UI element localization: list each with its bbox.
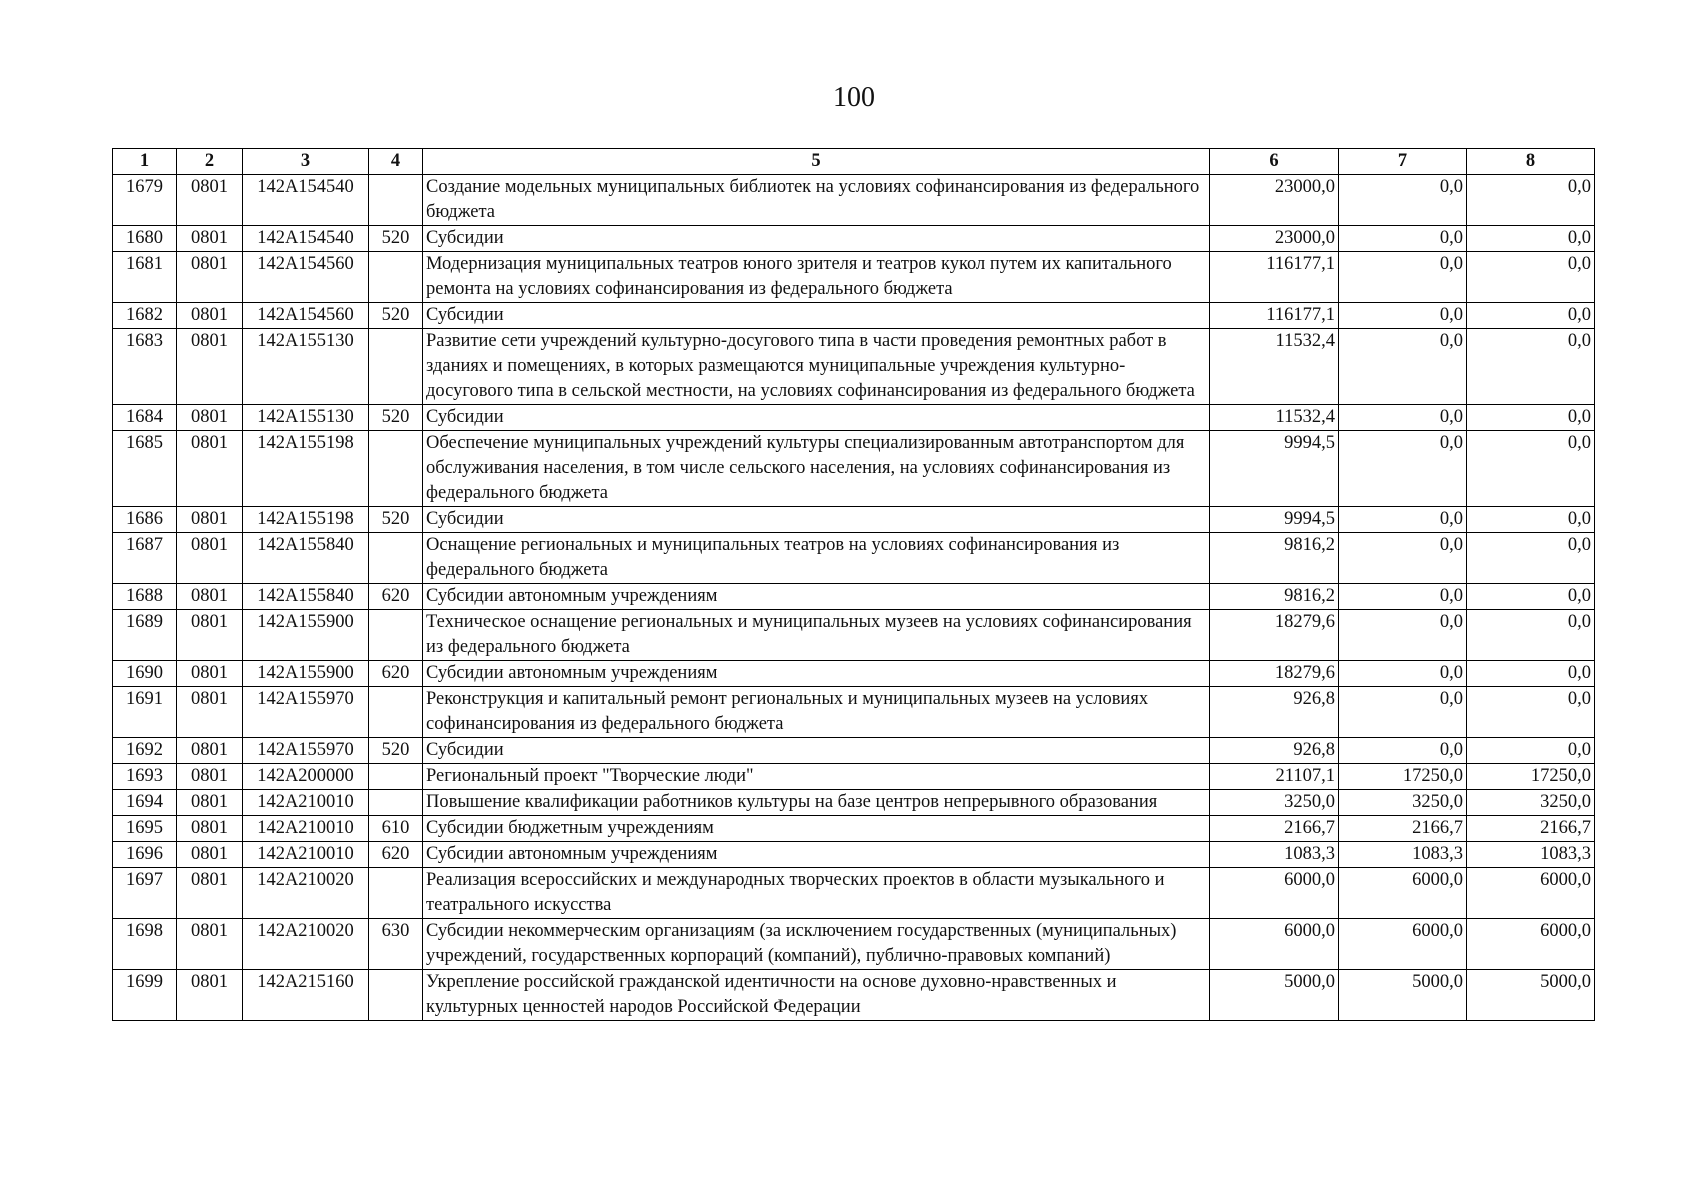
section-code: 0801 bbox=[177, 226, 243, 252]
target-code: 142A155840 bbox=[243, 584, 369, 610]
table-row bbox=[113, 431, 1595, 507]
row-number: 1680 bbox=[113, 226, 177, 252]
table-row bbox=[113, 790, 1595, 816]
description: Субсидии автономным учреждениям bbox=[423, 842, 1210, 868]
table-row bbox=[113, 738, 1595, 764]
table-row bbox=[113, 303, 1595, 329]
target-code: 142A154540 bbox=[243, 226, 369, 252]
description: Развитие сети учреждений культурно-досугового типа в части проведения ремонтных работ в зданиях и помещениях, в которых размещаются муниципальные учреждения культурно-досугового типа в сельской местности, на условиях софинансирования из федерального бюджета bbox=[423, 329, 1210, 405]
row-number: 1693 bbox=[113, 764, 177, 790]
row-number: 1683 bbox=[113, 329, 177, 405]
amount-col7: 0,0 bbox=[1339, 405, 1467, 431]
table-row bbox=[113, 226, 1595, 252]
row-number: 1697 bbox=[113, 868, 177, 919]
column-header: 3 bbox=[243, 149, 369, 175]
row-number: 1691 bbox=[113, 687, 177, 738]
target-code: 142A155198 bbox=[243, 431, 369, 507]
amount-col8: 5000,0 bbox=[1467, 970, 1595, 1021]
row-number: 1685 bbox=[113, 431, 177, 507]
amount-col8: 0,0 bbox=[1467, 507, 1595, 533]
amount-col8: 0,0 bbox=[1467, 431, 1595, 507]
target-code: 142A210020 bbox=[243, 868, 369, 919]
section-code: 0801 bbox=[177, 816, 243, 842]
amount-col8: 3250,0 bbox=[1467, 790, 1595, 816]
amount-col6: 2166,7 bbox=[1210, 816, 1339, 842]
expense-type: 610 bbox=[369, 816, 423, 842]
expense-type bbox=[369, 868, 423, 919]
target-code: 142A155970 bbox=[243, 687, 369, 738]
expense-type bbox=[369, 687, 423, 738]
amount-col7: 1083,3 bbox=[1339, 842, 1467, 868]
amount-col7: 0,0 bbox=[1339, 303, 1467, 329]
expense-type: 620 bbox=[369, 661, 423, 687]
row-number: 1695 bbox=[113, 816, 177, 842]
row-number: 1684 bbox=[113, 405, 177, 431]
description: Укрепление российской гражданской идентичности на основе духовно-нравственных и культурных ценностей народов Российской Федерации bbox=[423, 970, 1210, 1021]
section-code: 0801 bbox=[177, 303, 243, 329]
amount-col8: 0,0 bbox=[1467, 226, 1595, 252]
section-code: 0801 bbox=[177, 405, 243, 431]
expense-type bbox=[369, 329, 423, 405]
row-number: 1690 bbox=[113, 661, 177, 687]
amount-col8: 0,0 bbox=[1467, 252, 1595, 303]
expense-type: 620 bbox=[369, 584, 423, 610]
expense-type bbox=[369, 970, 423, 1021]
amount-col7: 0,0 bbox=[1339, 610, 1467, 661]
column-header: 5 bbox=[423, 149, 1210, 175]
amount-col6: 11532,4 bbox=[1210, 329, 1339, 405]
row-number: 1682 bbox=[113, 303, 177, 329]
amount-col7: 3250,0 bbox=[1339, 790, 1467, 816]
section-code: 0801 bbox=[177, 790, 243, 816]
expense-type: 520 bbox=[369, 226, 423, 252]
description: Региональный проект "Творческие люди" bbox=[423, 764, 1210, 790]
description: Субсидии bbox=[423, 303, 1210, 329]
amount-col8: 1083,3 bbox=[1467, 842, 1595, 868]
expense-type bbox=[369, 533, 423, 584]
section-code: 0801 bbox=[177, 507, 243, 533]
column-header: 7 bbox=[1339, 149, 1467, 175]
target-code: 142A155970 bbox=[243, 738, 369, 764]
table-row bbox=[113, 329, 1595, 405]
amount-col6: 21107,1 bbox=[1210, 764, 1339, 790]
description: Техническое оснащение региональных и муниципальных музеев на условиях софинансирования из федерального бюджета bbox=[423, 610, 1210, 661]
expense-type bbox=[369, 764, 423, 790]
table-row bbox=[113, 816, 1595, 842]
description: Субсидии bbox=[423, 738, 1210, 764]
expense-type bbox=[369, 252, 423, 303]
amount-col6: 926,8 bbox=[1210, 687, 1339, 738]
amount-col7: 5000,0 bbox=[1339, 970, 1467, 1021]
target-code: 142A155130 bbox=[243, 329, 369, 405]
table-row bbox=[113, 405, 1595, 431]
amount-col7: 0,0 bbox=[1339, 507, 1467, 533]
amount-col6: 116177,1 bbox=[1210, 252, 1339, 303]
target-code: 142A210010 bbox=[243, 790, 369, 816]
table-row bbox=[113, 507, 1595, 533]
description: Субсидии bbox=[423, 507, 1210, 533]
amount-col6: 9994,5 bbox=[1210, 431, 1339, 507]
amount-col6: 11532,4 bbox=[1210, 405, 1339, 431]
amount-col6: 6000,0 bbox=[1210, 868, 1339, 919]
target-code: 142A210010 bbox=[243, 816, 369, 842]
row-number: 1692 bbox=[113, 738, 177, 764]
target-code: 142A154540 bbox=[243, 175, 369, 226]
table-row bbox=[113, 661, 1595, 687]
table-row bbox=[113, 970, 1595, 1021]
row-number: 1689 bbox=[113, 610, 177, 661]
amount-col8: 0,0 bbox=[1467, 584, 1595, 610]
description: Создание модельных муниципальных библиотек на условиях софинансирования из федерального бюджета bbox=[423, 175, 1210, 226]
table-row bbox=[113, 533, 1595, 584]
page-number: 100 bbox=[833, 82, 875, 113]
amount-col7: 0,0 bbox=[1339, 584, 1467, 610]
section-code: 0801 bbox=[177, 175, 243, 226]
column-header: 1 bbox=[113, 149, 177, 175]
amount-col8: 0,0 bbox=[1467, 687, 1595, 738]
description: Субсидии bbox=[423, 226, 1210, 252]
row-number: 1696 bbox=[113, 842, 177, 868]
description: Модернизация муниципальных театров юного зрителя и театров кукол путем их капитального ремонта на условиях софинансирования из федерального бюджета bbox=[423, 252, 1210, 303]
column-header: 2 bbox=[177, 149, 243, 175]
table-row bbox=[113, 687, 1595, 738]
budget-table bbox=[112, 148, 1595, 1021]
target-code: 142A154560 bbox=[243, 252, 369, 303]
description: Субсидии некоммерческим организациям (за исключением государственных (муниципальных) учреждений, государственных корпораций (компаний), публично-правовых компаний) bbox=[423, 919, 1210, 970]
table-row bbox=[113, 764, 1595, 790]
table-body bbox=[113, 175, 1595, 1021]
section-code: 0801 bbox=[177, 661, 243, 687]
amount-col8: 0,0 bbox=[1467, 175, 1595, 226]
amount-col8: 6000,0 bbox=[1467, 868, 1595, 919]
expense-type: 520 bbox=[369, 303, 423, 329]
description: Повышение квалификации работников культуры на базе центров непрерывного образования bbox=[423, 790, 1210, 816]
amount-col8: 6000,0 bbox=[1467, 919, 1595, 970]
amount-col8: 17250,0 bbox=[1467, 764, 1595, 790]
row-number: 1687 bbox=[113, 533, 177, 584]
amount-col8: 0,0 bbox=[1467, 738, 1595, 764]
amount-col8: 0,0 bbox=[1467, 303, 1595, 329]
row-number: 1686 bbox=[113, 507, 177, 533]
section-code: 0801 bbox=[177, 970, 243, 1021]
table-row bbox=[113, 868, 1595, 919]
section-code: 0801 bbox=[177, 329, 243, 405]
amount-col7: 0,0 bbox=[1339, 687, 1467, 738]
table-header-row bbox=[113, 149, 1595, 175]
amount-col6: 18279,6 bbox=[1210, 661, 1339, 687]
amount-col6: 926,8 bbox=[1210, 738, 1339, 764]
expense-type: 520 bbox=[369, 738, 423, 764]
description: Оснащение региональных и муниципальных театров на условиях софинансирования из федерального бюджета bbox=[423, 533, 1210, 584]
expense-type: 620 bbox=[369, 842, 423, 868]
amount-col7: 0,0 bbox=[1339, 738, 1467, 764]
table-row bbox=[113, 175, 1595, 226]
expense-type bbox=[369, 790, 423, 816]
amount-col6: 18279,6 bbox=[1210, 610, 1339, 661]
section-code: 0801 bbox=[177, 687, 243, 738]
expense-type: 520 bbox=[369, 507, 423, 533]
amount-col7: 17250,0 bbox=[1339, 764, 1467, 790]
target-code: 142A210020 bbox=[243, 919, 369, 970]
section-code: 0801 bbox=[177, 868, 243, 919]
section-code: 0801 bbox=[177, 533, 243, 584]
amount-col7: 0,0 bbox=[1339, 329, 1467, 405]
amount-col6: 1083,3 bbox=[1210, 842, 1339, 868]
expense-type bbox=[369, 610, 423, 661]
amount-col8: 0,0 bbox=[1467, 533, 1595, 584]
table-row bbox=[113, 610, 1595, 661]
amount-col7: 0,0 bbox=[1339, 661, 1467, 687]
row-number: 1688 bbox=[113, 584, 177, 610]
section-code: 0801 bbox=[177, 610, 243, 661]
target-code: 142A215160 bbox=[243, 970, 369, 1021]
description: Субсидии бюджетным учреждениям bbox=[423, 816, 1210, 842]
table-row bbox=[113, 842, 1595, 868]
description: Субсидии автономным учреждениям bbox=[423, 661, 1210, 687]
expense-type bbox=[369, 431, 423, 507]
section-code: 0801 bbox=[177, 431, 243, 507]
target-code: 142A155130 bbox=[243, 405, 369, 431]
target-code: 142A155900 bbox=[243, 610, 369, 661]
target-code: 142A155198 bbox=[243, 507, 369, 533]
amount-col7: 6000,0 bbox=[1339, 868, 1467, 919]
amount-col7: 6000,0 bbox=[1339, 919, 1467, 970]
amount-col8: 0,0 bbox=[1467, 610, 1595, 661]
expense-type: 520 bbox=[369, 405, 423, 431]
amount-col7: 2166,7 bbox=[1339, 816, 1467, 842]
amount-col6: 9994,5 bbox=[1210, 507, 1339, 533]
section-code: 0801 bbox=[177, 738, 243, 764]
section-code: 0801 bbox=[177, 252, 243, 303]
row-number: 1679 bbox=[113, 175, 177, 226]
table-row bbox=[113, 584, 1595, 610]
amount-col6: 23000,0 bbox=[1210, 175, 1339, 226]
amount-col7: 0,0 bbox=[1339, 533, 1467, 584]
amount-col6: 9816,2 bbox=[1210, 533, 1339, 584]
amount-col7: 0,0 bbox=[1339, 431, 1467, 507]
column-header: 6 bbox=[1210, 149, 1339, 175]
expense-type bbox=[369, 175, 423, 226]
amount-col8: 2166,7 bbox=[1467, 816, 1595, 842]
amount-col7: 0,0 bbox=[1339, 252, 1467, 303]
description: Обеспечение муниципальных учреждений культуры специализированным автотранспортом для обслуживания населения, в том числе сельского населения, на условиях софинансирования из федерального бюджета bbox=[423, 431, 1210, 507]
description: Субсидии автономным учреждениям bbox=[423, 584, 1210, 610]
amount-col7: 0,0 bbox=[1339, 226, 1467, 252]
amount-col6: 6000,0 bbox=[1210, 919, 1339, 970]
description: Реконструкция и капитальный ремонт региональных и муниципальных музеев на условиях софинансирования из федерального бюджета bbox=[423, 687, 1210, 738]
section-code: 0801 bbox=[177, 842, 243, 868]
amount-col8: 0,0 bbox=[1467, 405, 1595, 431]
target-code: 142A210010 bbox=[243, 842, 369, 868]
amount-col6: 23000,0 bbox=[1210, 226, 1339, 252]
target-code: 142A200000 bbox=[243, 764, 369, 790]
amount-col6: 3250,0 bbox=[1210, 790, 1339, 816]
expense-type: 630 bbox=[369, 919, 423, 970]
table-row bbox=[113, 252, 1595, 303]
column-header: 8 bbox=[1467, 149, 1595, 175]
amount-col6: 5000,0 bbox=[1210, 970, 1339, 1021]
description: Реализация всероссийских и международных творческих проектов в области музыкального и театрального искусства bbox=[423, 868, 1210, 919]
section-code: 0801 bbox=[177, 919, 243, 970]
amount-col7: 0,0 bbox=[1339, 175, 1467, 226]
row-number: 1681 bbox=[113, 252, 177, 303]
section-code: 0801 bbox=[177, 764, 243, 790]
description: Субсидии bbox=[423, 405, 1210, 431]
row-number: 1698 bbox=[113, 919, 177, 970]
row-number: 1694 bbox=[113, 790, 177, 816]
row-number: 1699 bbox=[113, 970, 177, 1021]
amount-col6: 116177,1 bbox=[1210, 303, 1339, 329]
target-code: 142A155900 bbox=[243, 661, 369, 687]
target-code: 142A155840 bbox=[243, 533, 369, 584]
amount-col6: 9816,2 bbox=[1210, 584, 1339, 610]
column-header: 4 bbox=[369, 149, 423, 175]
table-row bbox=[113, 919, 1595, 970]
amount-col8: 0,0 bbox=[1467, 329, 1595, 405]
amount-col8: 0,0 bbox=[1467, 661, 1595, 687]
target-code: 142A154560 bbox=[243, 303, 369, 329]
section-code: 0801 bbox=[177, 584, 243, 610]
